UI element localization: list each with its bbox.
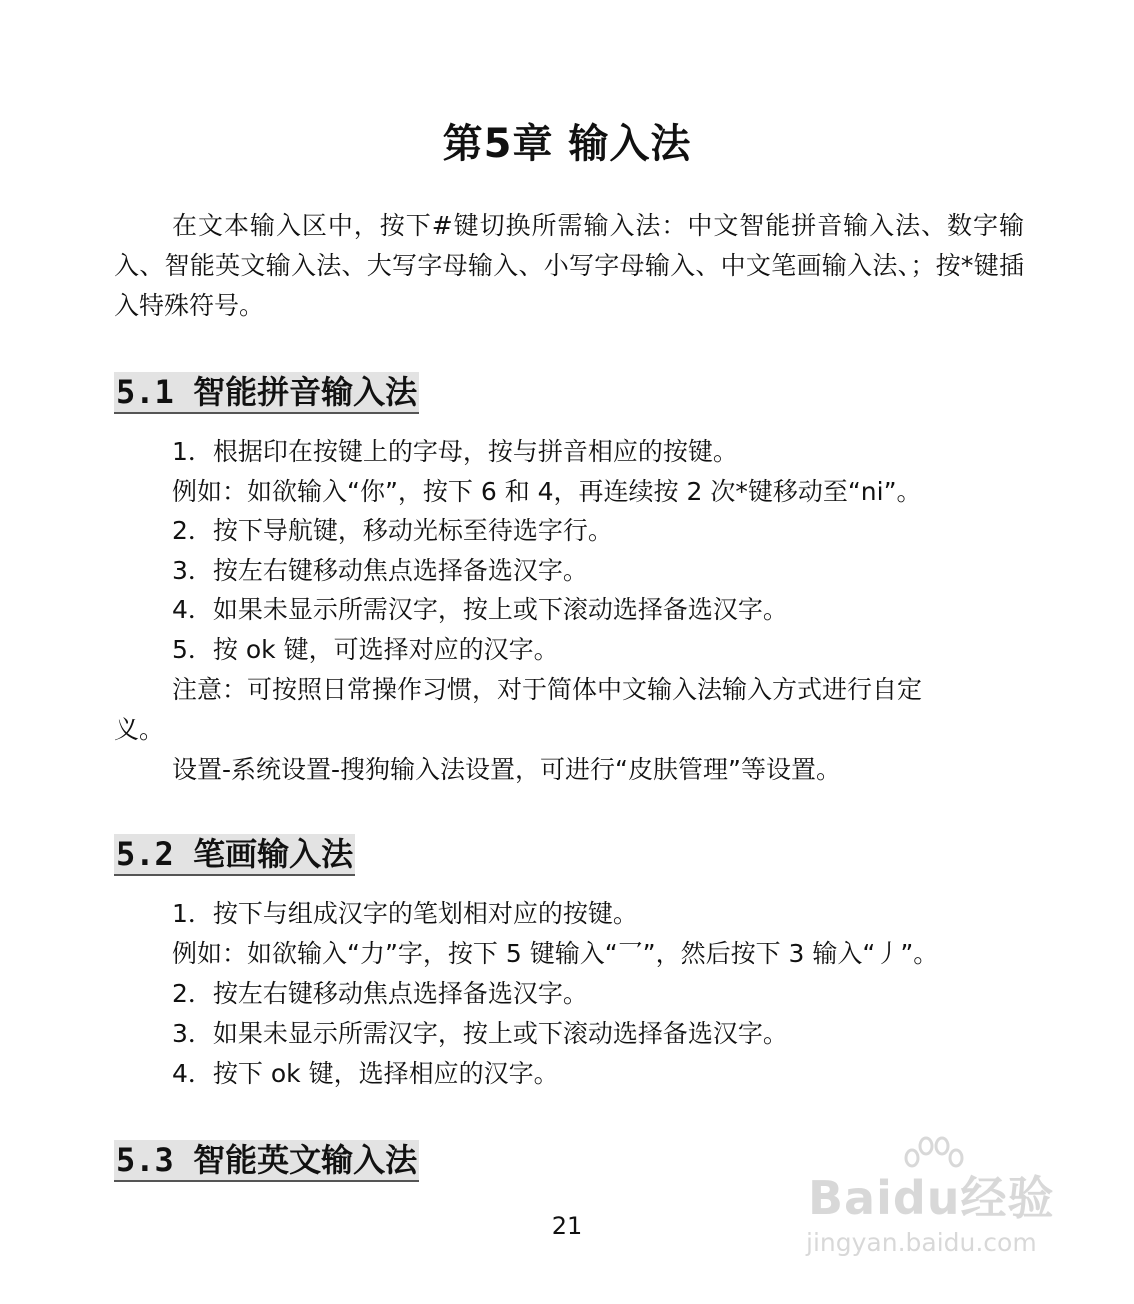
section-5-1-note: 注意：可按照日常操作习惯，对于简体中文输入法输入方式进行自定 xyxy=(172,675,923,704)
section-5-2-line-1: 1．按下与组成汉字的笔划相对应的按键。 xyxy=(172,899,638,928)
section-title: 笔画输入法 xyxy=(193,835,354,873)
section-5-1-line-6: 5．按 ok 键，可选择对应的汉字。 xyxy=(172,635,559,664)
section-number: 5.3 xyxy=(116,1141,174,1179)
section-5-2-line-3: 2．按左右键移动焦点选择备选汉字。 xyxy=(172,979,588,1008)
page-number: 21 xyxy=(551,1212,583,1240)
chapter-title: 第5章 输入法 xyxy=(442,121,692,167)
section-5-1-line-4: 3．按左右键移动焦点选择备选汉字。 xyxy=(172,556,588,585)
section-heading-5-3 xyxy=(114,1140,419,1182)
watermark-brand: Baidu经验 xyxy=(808,1171,1055,1225)
section-5-2-line-5: 4．按下 ok 键，选择相应的汉字。 xyxy=(172,1059,559,1088)
section-5-1-line-1: 1．根据印在按键上的字母，按与拼音相应的按键。 xyxy=(172,437,738,466)
section-5-1-note-cont: 义。 xyxy=(114,715,165,744)
section-5-1-line-5: 4．如果未显示所需汉字，按上或下滚动选择备选汉字。 xyxy=(172,595,788,624)
section-5-2-line-4: 3．如果未显示所需汉字，按上或下滚动选择备选汉字。 xyxy=(172,1019,788,1048)
watermark-url: jingyan.baidu.com xyxy=(806,1228,1037,1257)
section-5-2-line-2: 例如：如欲输入“力”字，按下 5 键输入“乛”，然后按下 3 输入“丿”。 xyxy=(172,939,939,968)
section-title: 智能拼音输入法 xyxy=(193,373,418,411)
section-5-1-line-2: 例如：如欲输入“你”，按下 6 和 4，再连续按 2 次*键移动至“ni”。 xyxy=(172,477,922,506)
section-heading-5-1 xyxy=(114,372,419,414)
baidu-watermark xyxy=(806,1136,1066,1266)
section-number: 5.2 xyxy=(116,835,174,873)
intro-paragraph: 在文本输入区中，按下#键切换所需输入法：中文智能拼音输入法、数字输入、智能英文输入法、大写字母输入、小写字母输入、中文笔画输入法、；按*键插入特殊符号。 xyxy=(114,211,1024,320)
section-heading-5-2 xyxy=(114,834,355,876)
section-5-1-line-3: 2．按下导航键，移动光标至待选字行。 xyxy=(172,516,613,545)
section-number: 5.1 xyxy=(116,373,174,411)
section-5-1-setting: 设置-系统设置-搜狗输入法设置，可进行“皮肤管理”等设置。 xyxy=(172,755,841,784)
section-title: 智能英文输入法 xyxy=(193,1141,418,1179)
